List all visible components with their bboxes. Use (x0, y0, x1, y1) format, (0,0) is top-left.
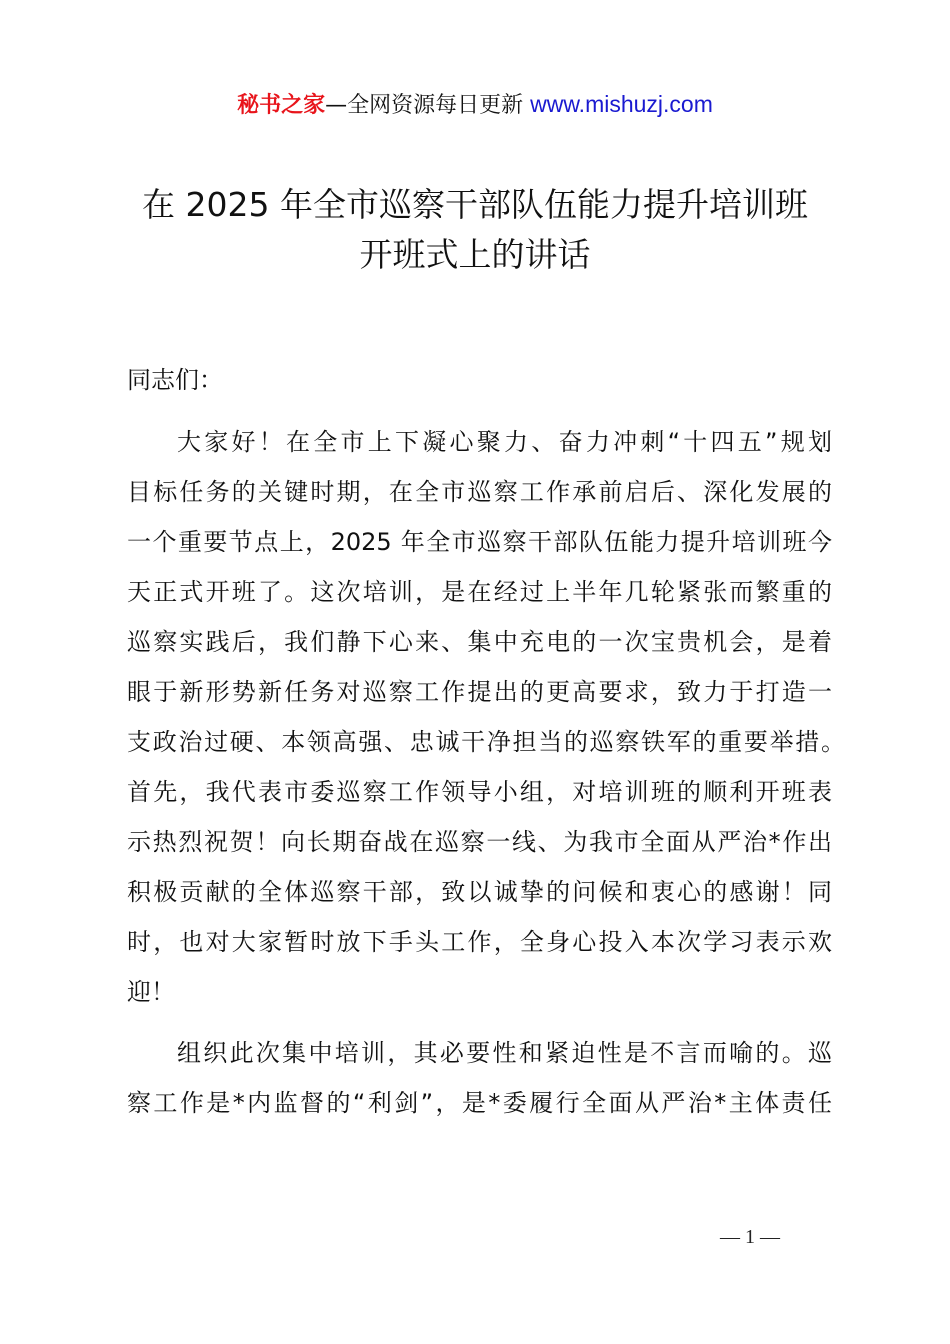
brand-name: 秘书之家 (237, 93, 326, 118)
text-line: 一个重要节点上，2025 年全市巡察干部队伍能力提升培训班今 (127, 528, 832, 556)
site-url-link[interactable]: www.mishuzj.com (530, 91, 713, 117)
text-line: 大家好！在全市上下凝心聚力、奋力冲刺“十四五”规划 (177, 428, 832, 456)
text-line: 首先，我代表市委巡察工作领导小组，对培训班的顺利开班表 (127, 778, 832, 806)
text-line: 巡察实践后，我们静下心来、集中充电的一次宝贵机会，是着 (127, 628, 832, 656)
text-line: 时，也对大家暂时放下手头工作，全身心投入本次学习表示欢 (127, 928, 832, 956)
text-line: 目标任务的关键时期，在全市巡察工作承前启后、深化发展的 (127, 478, 832, 506)
text-line: 支政治过硬、本领高强、忠诚干净担当的巡察铁军的重要举措。 (127, 728, 845, 756)
header-tagline: —全网资源每日更新 (325, 93, 531, 118)
text-line: 迎！ (127, 978, 175, 1006)
document-title-line-1: 在 2025 年全市巡察干部队伍能力提升培训班 (142, 185, 808, 224)
site-header (0, 88, 950, 122)
document-title-line-2: 开班式上的讲话 (359, 235, 591, 274)
text-line: 天正式开班了。这次培训，是在经过上半年几轮紧张而繁重的 (127, 578, 832, 606)
greeting: 同志们： (127, 366, 223, 394)
text-line: 示热烈祝贺！向长期奋战在巡察一线、为我市全面从严治*作出 (127, 828, 832, 856)
text-line: 眼于新形势新任务对巡察工作提出的更高要求，致力于打造一 (127, 678, 832, 706)
text-line: 察工作是*内监督的“利剑”，是*委履行全面从严治*主体责任 (127, 1089, 832, 1117)
text-line: 积极贡献的全体巡察干部，致以诚挚的问候和衷心的感谢！同 (127, 878, 832, 906)
page-number: — 1 — (720, 1226, 780, 1248)
text-line: 组织此次集中培训，其必要性和紧迫性是不言而喻的。巡 (177, 1039, 832, 1067)
